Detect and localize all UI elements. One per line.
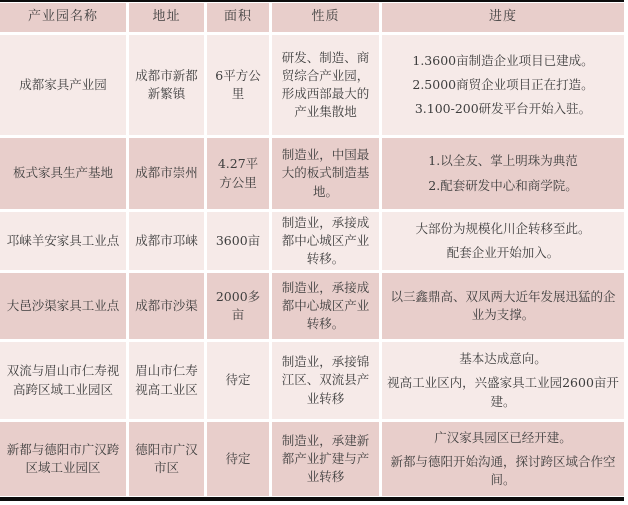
park-name: 双流与眉山市仁寿视高跨区域工业园区 [6,363,120,397]
park-address: 成都市新都新繁镇 [135,67,198,101]
park-address: 成都市沙渠 [135,297,198,313]
header-label: 进度 [488,9,517,25]
park-address: 成都市邛崃 [135,232,198,248]
cell-nature [272,342,379,419]
cell-address [129,422,204,496]
cell-nature [272,422,379,496]
cell-area [207,212,269,270]
park-name: 板式家具生产基地 [12,165,113,181]
header-cell-park-name [0,3,126,32]
header-cell-area [207,3,269,32]
progress-line: 基本达成意向。 [459,351,547,367]
cell-park-name [0,212,126,270]
park-name: 成都家具产业园 [19,76,107,92]
header-label: 性质 [311,9,340,25]
header-label: 地址 [152,9,181,25]
park-name: 大邑沙渠家具工业点 [6,297,120,313]
cell-nature [272,35,379,135]
cell-address [129,212,204,270]
park-nature: 制造业，承接成都中心城区产业转移。 [281,214,370,267]
progress-line: 以三鑫鼎高、双凤两大近年发展迅猛的企业为支撑。 [390,288,616,322]
cell-progress [382,138,624,209]
park-area: 3600亩 [215,232,261,248]
park-area: 待定 [225,450,251,466]
cell-progress [382,342,624,419]
cell-area [207,273,269,339]
park-area: 6平方公里 [215,67,261,101]
cell-nature [272,212,379,270]
cell-area [207,35,269,135]
cell-park-name [0,422,126,496]
park-nature: 制造业，承建新都产业扩建与产业转移 [281,432,370,485]
park-address: 成都市崇州 [135,165,198,181]
cell-address [129,35,204,135]
cell-park-name [0,342,126,419]
progress-line: 大部份为规模化川企转移至此。 [415,220,591,236]
park-nature: 制造业，承接成都中心城区产业转移。 [281,279,370,332]
park-area: 4.27平方公里 [217,156,259,190]
cell-progress [382,422,624,496]
cell-park-name [0,35,126,135]
progress-line: 2.5000商贸企业项目正在打造。 [412,76,594,92]
park-address: 德阳市广汉市区 [135,441,198,475]
cell-address [129,273,204,339]
progress-line: 1.以全友、掌上明珠为典范 [428,153,578,169]
cell-park-name [0,138,126,209]
park-name: 邛崃羊安家具工业点 [6,232,120,248]
cell-park-name [0,273,126,339]
park-address: 眉山市仁寿视高工业区 [135,363,198,397]
cell-nature [272,138,379,209]
header-label: 产业园名称 [27,9,98,25]
progress-line: 3.100-200研发平台开始入驻。 [414,101,592,117]
park-nature: 制造业，中国最大的板式制造基地。 [281,147,370,199]
header-label: 面积 [223,9,252,25]
cell-nature [272,273,379,339]
cell-area [207,422,269,496]
cell-area [207,342,269,419]
cell-progress [382,273,624,339]
progress-line: 视高工业区内，兴盛家具工业园2600亩开建。 [387,375,619,409]
table-grid [0,2,624,497]
progress-line: 1.3600亩制造企业项目已建成。 [412,52,594,68]
header-cell-address [129,3,204,32]
header-cell-nature [272,3,379,32]
park-area: 待定 [225,372,251,388]
progress-line: 广汉家具园区已经开建。 [434,429,572,445]
park-nature: 研发、制造、商贸综合产业园，形成西部最大的产业集散地 [281,49,370,120]
park-name: 新都与德阳市广汉跨区域工业园区 [6,441,120,475]
cell-area [207,138,269,209]
cell-address [129,342,204,419]
progress-line: 2.配套研发中心和商学院。 [428,177,578,193]
header-cell-progress [382,3,624,32]
progress-line: 新都与德阳开始沟通，探讨跨区域合作空间。 [390,453,616,488]
park-nature: 制造业，承接锦江区、双流县产业转移 [281,354,370,406]
cell-progress [382,35,624,135]
cell-progress [382,212,624,270]
progress-line: 配套企业开始加入。 [446,245,560,260]
cell-address [129,138,204,209]
park-area: 2000多亩 [215,288,261,322]
